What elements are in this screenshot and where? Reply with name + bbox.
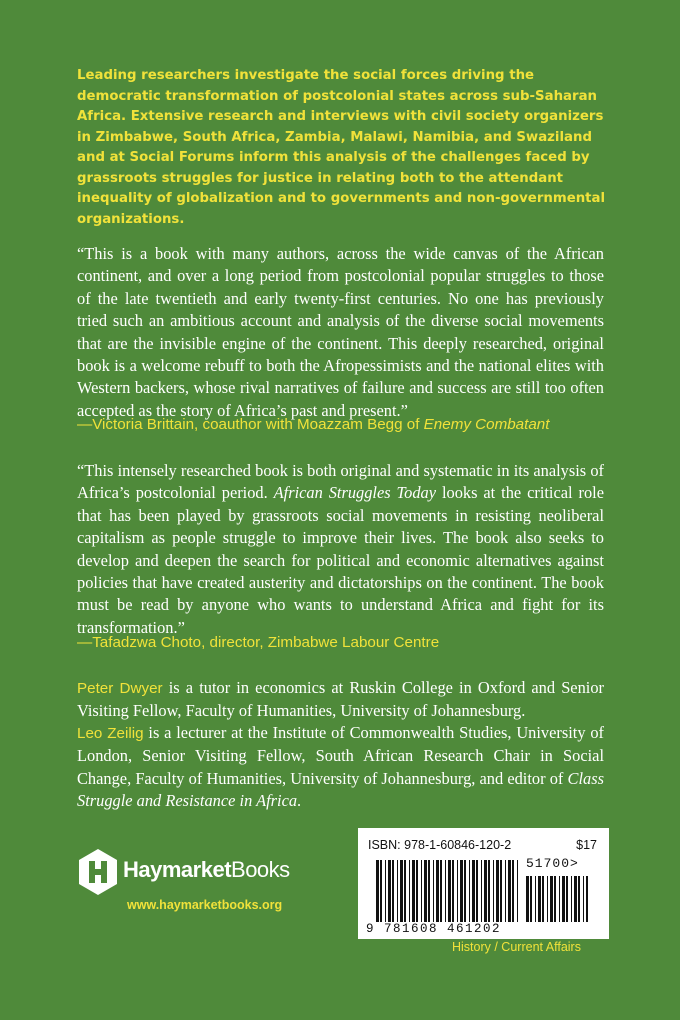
price-barcode-bars (526, 876, 588, 922)
attribution-book-title: Enemy Combatant (423, 416, 550, 433)
barcode-bar (436, 860, 439, 922)
barcode-bar (512, 860, 514, 922)
price-label: $17 (576, 838, 597, 852)
author-bio-text: is a tutor in economics at Ruskin College in Oxford and Senior Visiting Fellow, Faculty of Humanities, University of Johannesburg. (77, 678, 604, 721)
endorsement-quote-1: “This is a book with many authors, across the wide canvas of the African continent, and over a long period from postcolonial popular struggles to those of the late twentieth and early twenty-first centuries. No one has previously tried such an ambitious account and analysis of the diverse social movements that are the invisible engine of the continent. This deeply researched, original book is a welcome rebuff to both the Afropessimists and the national elites with Western backers, whose rival narratives of failure and success are still too often accepted as the story of Africa’s past and present.” (77, 244, 604, 420)
barcode-bar (416, 860, 418, 922)
endorsement-quote-2 (77, 460, 604, 639)
barcode-bar (376, 860, 379, 922)
ean-number: 9 781608 461202 (366, 922, 502, 936)
barcode-bar (562, 876, 565, 922)
author-bio-1 (77, 677, 604, 723)
barcode-bar (404, 860, 406, 922)
barcode-bar (517, 860, 518, 922)
haymarket-h-icon (77, 848, 119, 896)
barcode-bar (500, 860, 502, 922)
barcode-bar (530, 876, 532, 922)
barcode-bar (380, 860, 382, 922)
barcode-bar (586, 876, 588, 922)
publisher-logo (77, 848, 337, 898)
barcode-bar (400, 860, 403, 922)
quote-text-after: looks at the critical role that has been played by grassroots social movements in resisting neoliberal capitalism as people struggle to improve their lives. The book also seeks to develop and deepen the search for political and economic alternatives against policies that have created austerity and dictatorships on the continent. The book must be read by anyone who wants to understand Africa and fight for its transformation.” (77, 483, 604, 637)
barcode-bar (583, 876, 584, 922)
quote-text-before: “This intensely researched book is both original and systematic in its analysis of Africa’s postcolonial period. (77, 461, 604, 503)
publisher-name-light: Books (231, 857, 290, 882)
endorsement-attribution-2: —Tafadzwa Choto, director, Zimbabwe Labour Centre (77, 634, 440, 651)
author-name: Leo Zeilig (77, 725, 144, 742)
barcode-bar (472, 860, 475, 922)
barcode-bar (571, 876, 572, 922)
barcode-bar (428, 860, 430, 922)
barcode-bar (388, 860, 391, 922)
endorsement-attribution-1 (77, 415, 617, 435)
barcode-bar (464, 860, 466, 922)
barcode-bar (452, 860, 454, 922)
book-blurb: Leading researchers investigate the social forces driving the democratic transformation of postcolonial states across sub-Saharan Africa. Extensive research and interviews with civil society organizers in Zimbabwe, South Africa, Zambia, Malawi, Namibia, and Swaziland and at Social Forums inform this analysis of the challenges faced by grassroots struggles for justice in relating both to the attendant inequality of globalization and to governments and non-governmental organizations. (77, 68, 606, 227)
barcode-bar (550, 876, 553, 922)
barcode-bar (505, 860, 506, 922)
author-bio-end: . (297, 791, 302, 811)
barcode-bar (559, 876, 560, 922)
author-bio-2 (77, 722, 604, 813)
barcode-bar (526, 876, 529, 922)
barcode-bar (566, 876, 568, 922)
barcode-bar (385, 860, 386, 922)
barcode-bar (578, 876, 580, 922)
ean-barcode-bars (376, 860, 519, 922)
publisher-name-bold: Haymarket (123, 857, 232, 882)
barcode-bar (392, 860, 394, 922)
author-name: Peter Dwyer (77, 680, 163, 697)
barcode-bar (542, 876, 544, 922)
barcode-bar (508, 860, 511, 922)
isbn-barcode (358, 828, 609, 939)
barcode-bar (488, 860, 490, 922)
author-book-title: Class Struggle and Resistance in Africa (77, 768, 604, 811)
barcode-bar (412, 860, 415, 922)
barcode-bar (535, 876, 536, 922)
barcode-bar (574, 876, 577, 922)
barcode-bar (460, 860, 463, 922)
price-code: 51700> (526, 856, 579, 871)
barcode-bar (445, 860, 446, 922)
barcode-bar (424, 860, 427, 922)
barcode-bar (493, 860, 494, 922)
barcode-bar (457, 860, 458, 922)
attribution-text: —Victoria Brittain, coauthor with Moazzam Begg of (77, 416, 424, 433)
barcode-bar (554, 876, 556, 922)
barcode-bar (409, 860, 410, 922)
book-category: History / Current Affairs (452, 940, 581, 954)
author-bio-text: is a lecturer at the Institute of Commonwealth Studies, University of London, Senior Visiting Fellow, South African Research Chair in Social Change, Faculty of Humanities, University of Johannesburg, and editor of (77, 723, 604, 788)
barcode-bar (448, 860, 451, 922)
barcode-bar (440, 860, 442, 922)
barcode-bar (476, 860, 478, 922)
barcode-bar (484, 860, 487, 922)
barcode-bar (481, 860, 482, 922)
barcode-bar (469, 860, 470, 922)
quote-book-title: African Struggles Today (273, 483, 437, 503)
barcode-bar (496, 860, 499, 922)
barcode-bar (547, 876, 548, 922)
publisher-name (123, 857, 290, 883)
barcode-bar (397, 860, 398, 922)
barcode-bar (538, 876, 541, 922)
isbn-number: ISBN: 978-1-60846-120-2 (368, 838, 512, 852)
publisher-url: www.haymarketbooks.org (127, 898, 283, 912)
barcode-bar (421, 860, 422, 922)
barcode-bar (433, 860, 434, 922)
